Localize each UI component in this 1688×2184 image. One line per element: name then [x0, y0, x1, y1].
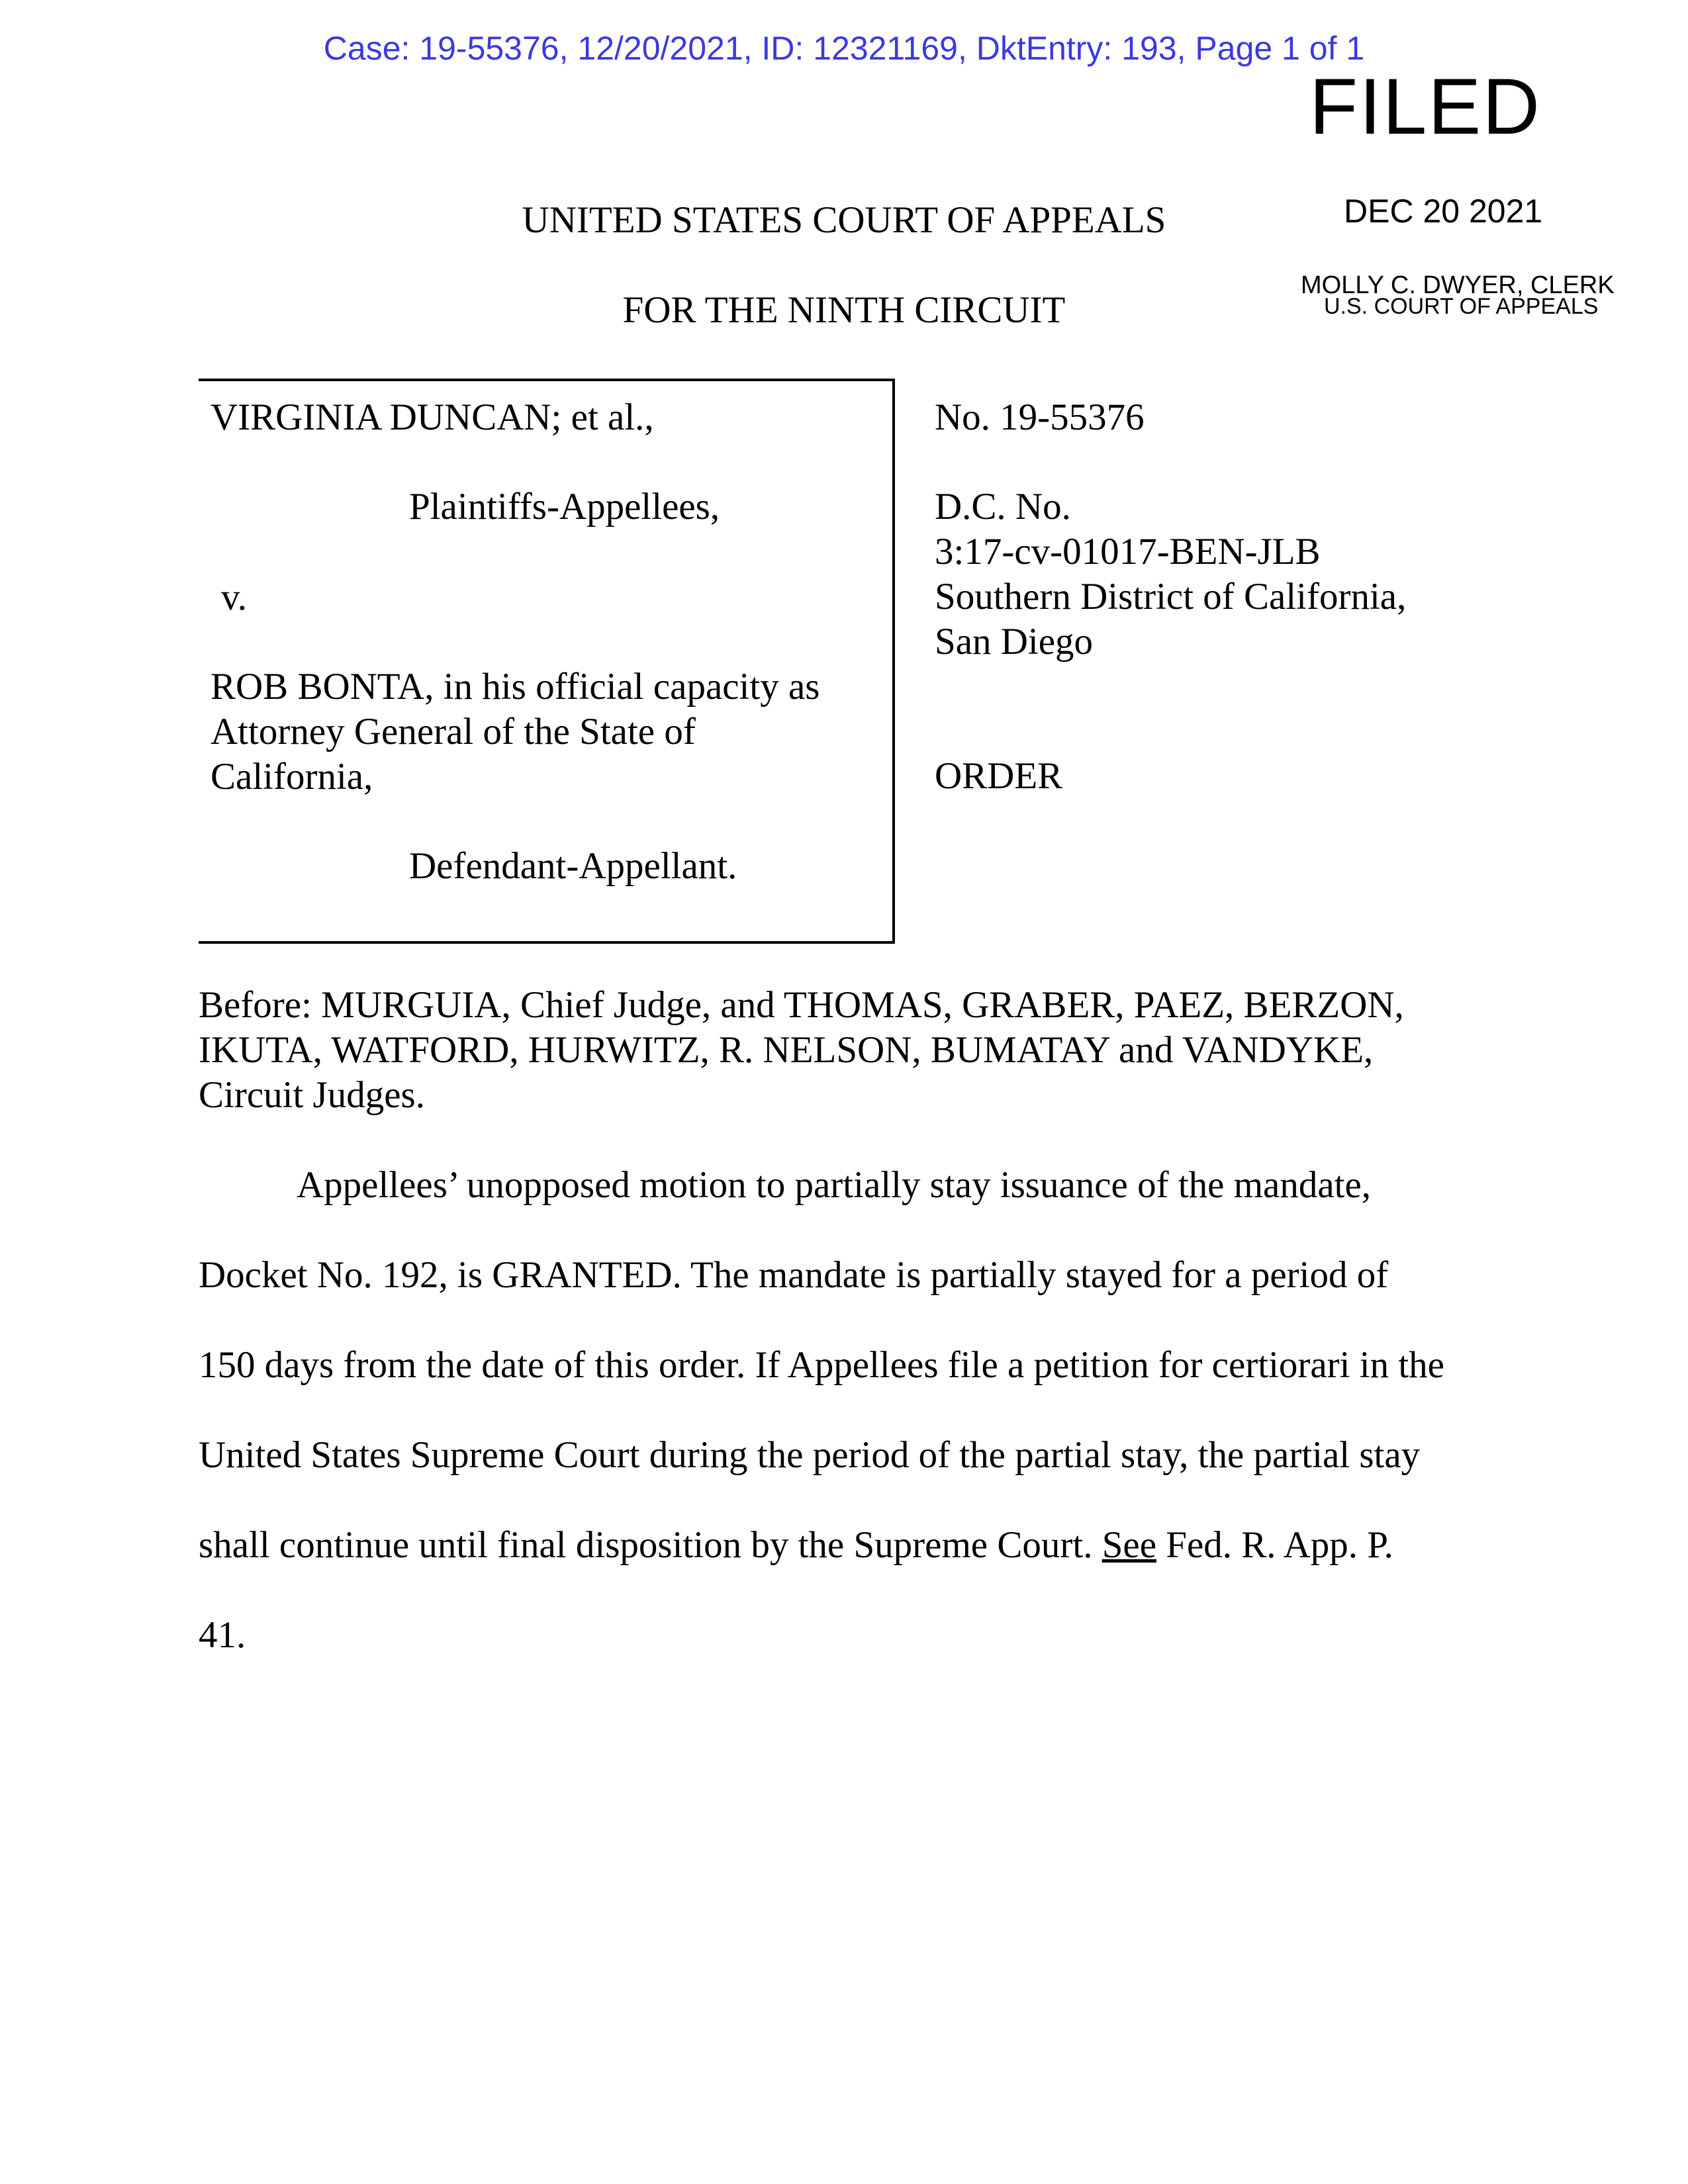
caption-box-top-rule	[199, 379, 895, 381]
order-line-6: 41.	[199, 1614, 246, 1656]
dc-number: 3:17-cv-01017-BEN-JLB	[935, 531, 1321, 572]
district-city: San Diego	[935, 621, 1094, 662]
before-line-2: IKUTA, WATFORD, HURWITZ, R. NELSON, BUMATAY and VANDYKE,	[199, 1029, 1374, 1071]
defendant-line-3: California,	[211, 756, 373, 797]
before-line-3: Circuit Judges.	[199, 1074, 425, 1116]
plaintiffs-name: VIRGINIA DUNCAN; et al.,	[211, 396, 654, 438]
filed-stamp: FILED	[1309, 62, 1541, 151]
defendant-role: Defendant-Appellant.	[409, 845, 737, 887]
plaintiffs-role: Plaintiffs-Appellees,	[409, 486, 720, 527]
defendant-line-1: ROB BONTA, in his official capacity as	[211, 666, 820, 707]
order-line-3: 150 days from the date of this order. If Appellees file a petition for certiorari in the	[199, 1344, 1444, 1386]
before-line-1: Before: MURGUIA, Chief Judge, and THOMAS, GRABER, PAEZ, BERZON,	[199, 984, 1404, 1026]
filed-date: DEC 20 2021	[1344, 193, 1543, 230]
court-circuit: FOR THE NINTH CIRCUIT	[622, 289, 1066, 331]
order-line-5-pre: shall continue until final disposition by the Supreme Court.	[199, 1524, 1102, 1566]
district-name: Southern District of California,	[935, 576, 1407, 617]
court-title: UNITED STATES COURT OF APPEALS	[522, 199, 1166, 241]
clerk-name: MOLLY C. DWYER, CLERK	[1301, 271, 1615, 299]
caption-box-bottom-rule	[199, 941, 895, 944]
order-line-1: Appellees’ unopposed motion to partially stay issuance of the mandate,	[297, 1164, 1372, 1206]
order-line-5	[199, 1524, 1393, 1567]
order-line-2: Docket No. 192, is GRANTED. The mandate is partially stayed for a period of	[199, 1254, 1389, 1296]
caption-box-right-rule	[892, 379, 895, 944]
document-type: ORDER	[935, 755, 1063, 797]
see-signal: See	[1102, 1524, 1157, 1566]
case-header-stamp: Case: 19-55376, 12/20/2021, ID: 12321169, DktEntry: 193, Page 1 of 1	[323, 30, 1365, 67]
defendant-line-2: Attorney General of the State of	[211, 711, 696, 752]
clerk-court: U.S. COURT OF APPEALS	[1324, 294, 1599, 319]
dc-label: D.C. No.	[935, 486, 1071, 527]
docket-number: No. 19-55376	[935, 396, 1145, 438]
order-line-4: United States Supreme Court during the period of the partial stay, the partial stay	[199, 1434, 1421, 1476]
order-line-5-post: Fed. R. App. P.	[1156, 1524, 1393, 1566]
versus: v.	[221, 576, 248, 618]
